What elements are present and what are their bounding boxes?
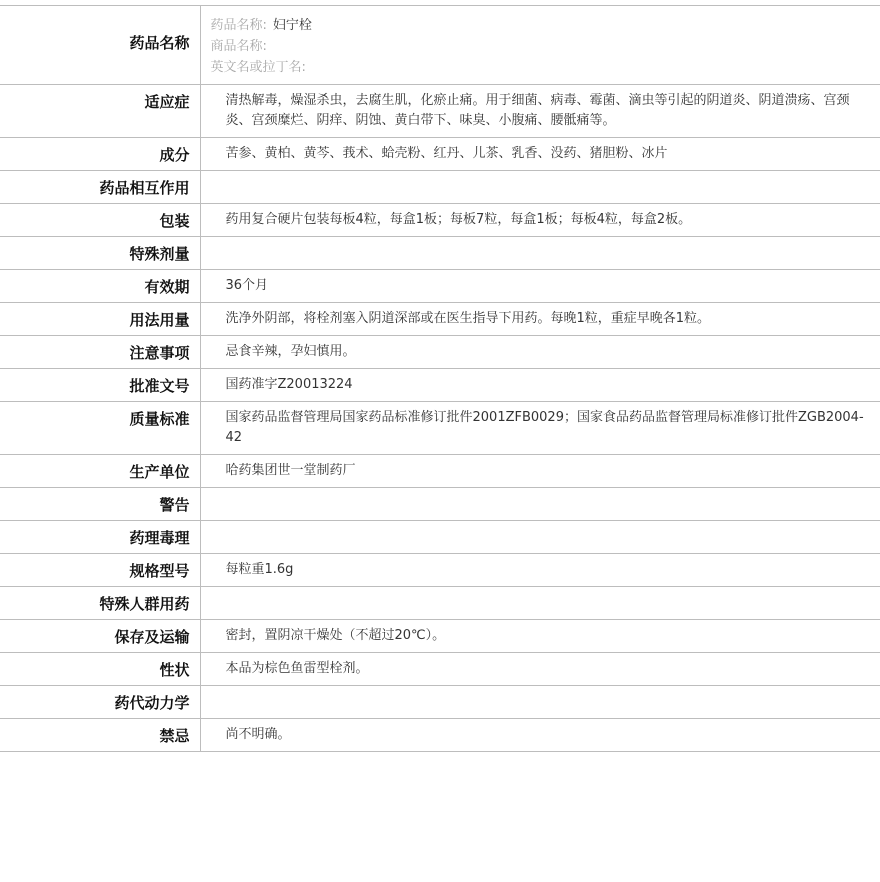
english-name-line — [211, 57, 871, 78]
warning-label: 警告 — [0, 488, 200, 521]
row-quality-standard — [0, 402, 880, 455]
generic-name-line — [211, 15, 871, 36]
page-blank-area — [0, 752, 880, 882]
interactions-value — [200, 171, 880, 204]
generic-name-label: 药品名称: — [210, 18, 267, 33]
usage-value: 洗净外阴部，将栓剂塞入阴道深部或在医生指导下用药。每晚1粒，重症早晚各1粒。 — [200, 303, 880, 336]
generic-name-value: 妇宁栓 — [272, 18, 312, 33]
drug-name-row — [0, 6, 880, 85]
quality-standard-label: 质量标准 — [0, 402, 200, 455]
special-populations-value — [200, 587, 880, 620]
specification-label: 规格型号 — [0, 554, 200, 587]
contraindications-value: 尚不明确。 — [200, 719, 880, 752]
contraindications-label: 禁忌 — [0, 719, 200, 752]
row-indications — [0, 85, 880, 138]
storage-label: 保存及运输 — [0, 620, 200, 653]
row-pharmacology-toxicology — [0, 521, 880, 554]
english-name-label: 英文名或拉丁名: — [210, 60, 306, 75]
packaging-label: 包装 — [0, 204, 200, 237]
row-appearance — [0, 653, 880, 686]
row-pharmacokinetics — [0, 686, 880, 719]
trade-name-label: 商品名称: — [210, 39, 267, 54]
indications-value: 清热解毒，燥湿杀虫，去腐生肌，化瘀止痛。用于细菌、病毒、霉菌、滴虫等引起的阴道炎、阴道溃疡、宫颈炎、宫颈糜烂、阴痒、阴蚀、黄白带下、味臭、小腹痛、腰骶痛等。 — [200, 85, 880, 138]
row-usage — [0, 303, 880, 336]
drug-name-cell — [200, 6, 880, 85]
row-packaging — [0, 204, 880, 237]
pharmacology-toxicology-label: 药理毒理 — [0, 521, 200, 554]
indications-label: 适应症 — [0, 85, 200, 138]
approval-number-label: 批准文号 — [0, 369, 200, 402]
specification-value: 每粒重1.6g — [200, 554, 880, 587]
special-populations-label: 特殊人群用药 — [0, 587, 200, 620]
pharmacokinetics-label: 药代动力学 — [0, 686, 200, 719]
pharmacology-toxicology-value — [200, 521, 880, 554]
row-ingredients — [0, 138, 880, 171]
interactions-label: 药品相互作用 — [0, 171, 200, 204]
quality-standard-value: 国家药品监督管理局国家药品标准修订批件2001ZFB0029；国家食品药品监督管理局标准修订批件ZGB2004-42 — [200, 402, 880, 455]
drug-name-label: 药品名称 — [0, 6, 200, 85]
row-storage — [0, 620, 880, 653]
shelf-life-label: 有效期 — [0, 270, 200, 303]
precautions-label: 注意事项 — [0, 336, 200, 369]
manufacturer-label: 生产单位 — [0, 455, 200, 488]
warning-value — [200, 488, 880, 521]
usage-label: 用法用量 — [0, 303, 200, 336]
storage-value: 密封，置阴凉干燥处（不超过20℃）。 — [200, 620, 880, 653]
trade-name-line — [211, 36, 871, 57]
appearance-value: 本品为棕色鱼雷型栓剂。 — [200, 653, 880, 686]
ingredients-value: 苦参、黄柏、黄芩、莪术、蛤壳粉、红丹、儿茶、乳香、没药、猪胆粉、冰片 — [200, 138, 880, 171]
drug-info-table — [0, 5, 880, 752]
row-specification — [0, 554, 880, 587]
row-contraindications — [0, 719, 880, 752]
row-warning — [0, 488, 880, 521]
approval-number-value: 国药准字Z20013224 — [200, 369, 880, 402]
row-shelf-life — [0, 270, 880, 303]
row-special-populations — [0, 587, 880, 620]
appearance-label: 性状 — [0, 653, 200, 686]
special-dosage-value — [200, 237, 880, 270]
shelf-life-value: 36个月 — [200, 270, 880, 303]
special-dosage-label: 特殊剂量 — [0, 237, 200, 270]
pharmacokinetics-value — [200, 686, 880, 719]
precautions-value: 忌食辛辣，孕妇慎用。 — [200, 336, 880, 369]
row-special-dosage — [0, 237, 880, 270]
manufacturer-value: 哈药集团世一堂制药厂 — [200, 455, 880, 488]
drug-info-sheet — [0, 5, 880, 882]
row-interactions — [0, 171, 880, 204]
row-approval-number — [0, 369, 880, 402]
ingredients-label: 成分 — [0, 138, 200, 171]
row-manufacturer — [0, 455, 880, 488]
packaging-value: 药用复合硬片包装每板4粒，每盒1板；每板7粒，每盒1板；每板4粒，每盒2板。 — [200, 204, 880, 237]
row-precautions — [0, 336, 880, 369]
